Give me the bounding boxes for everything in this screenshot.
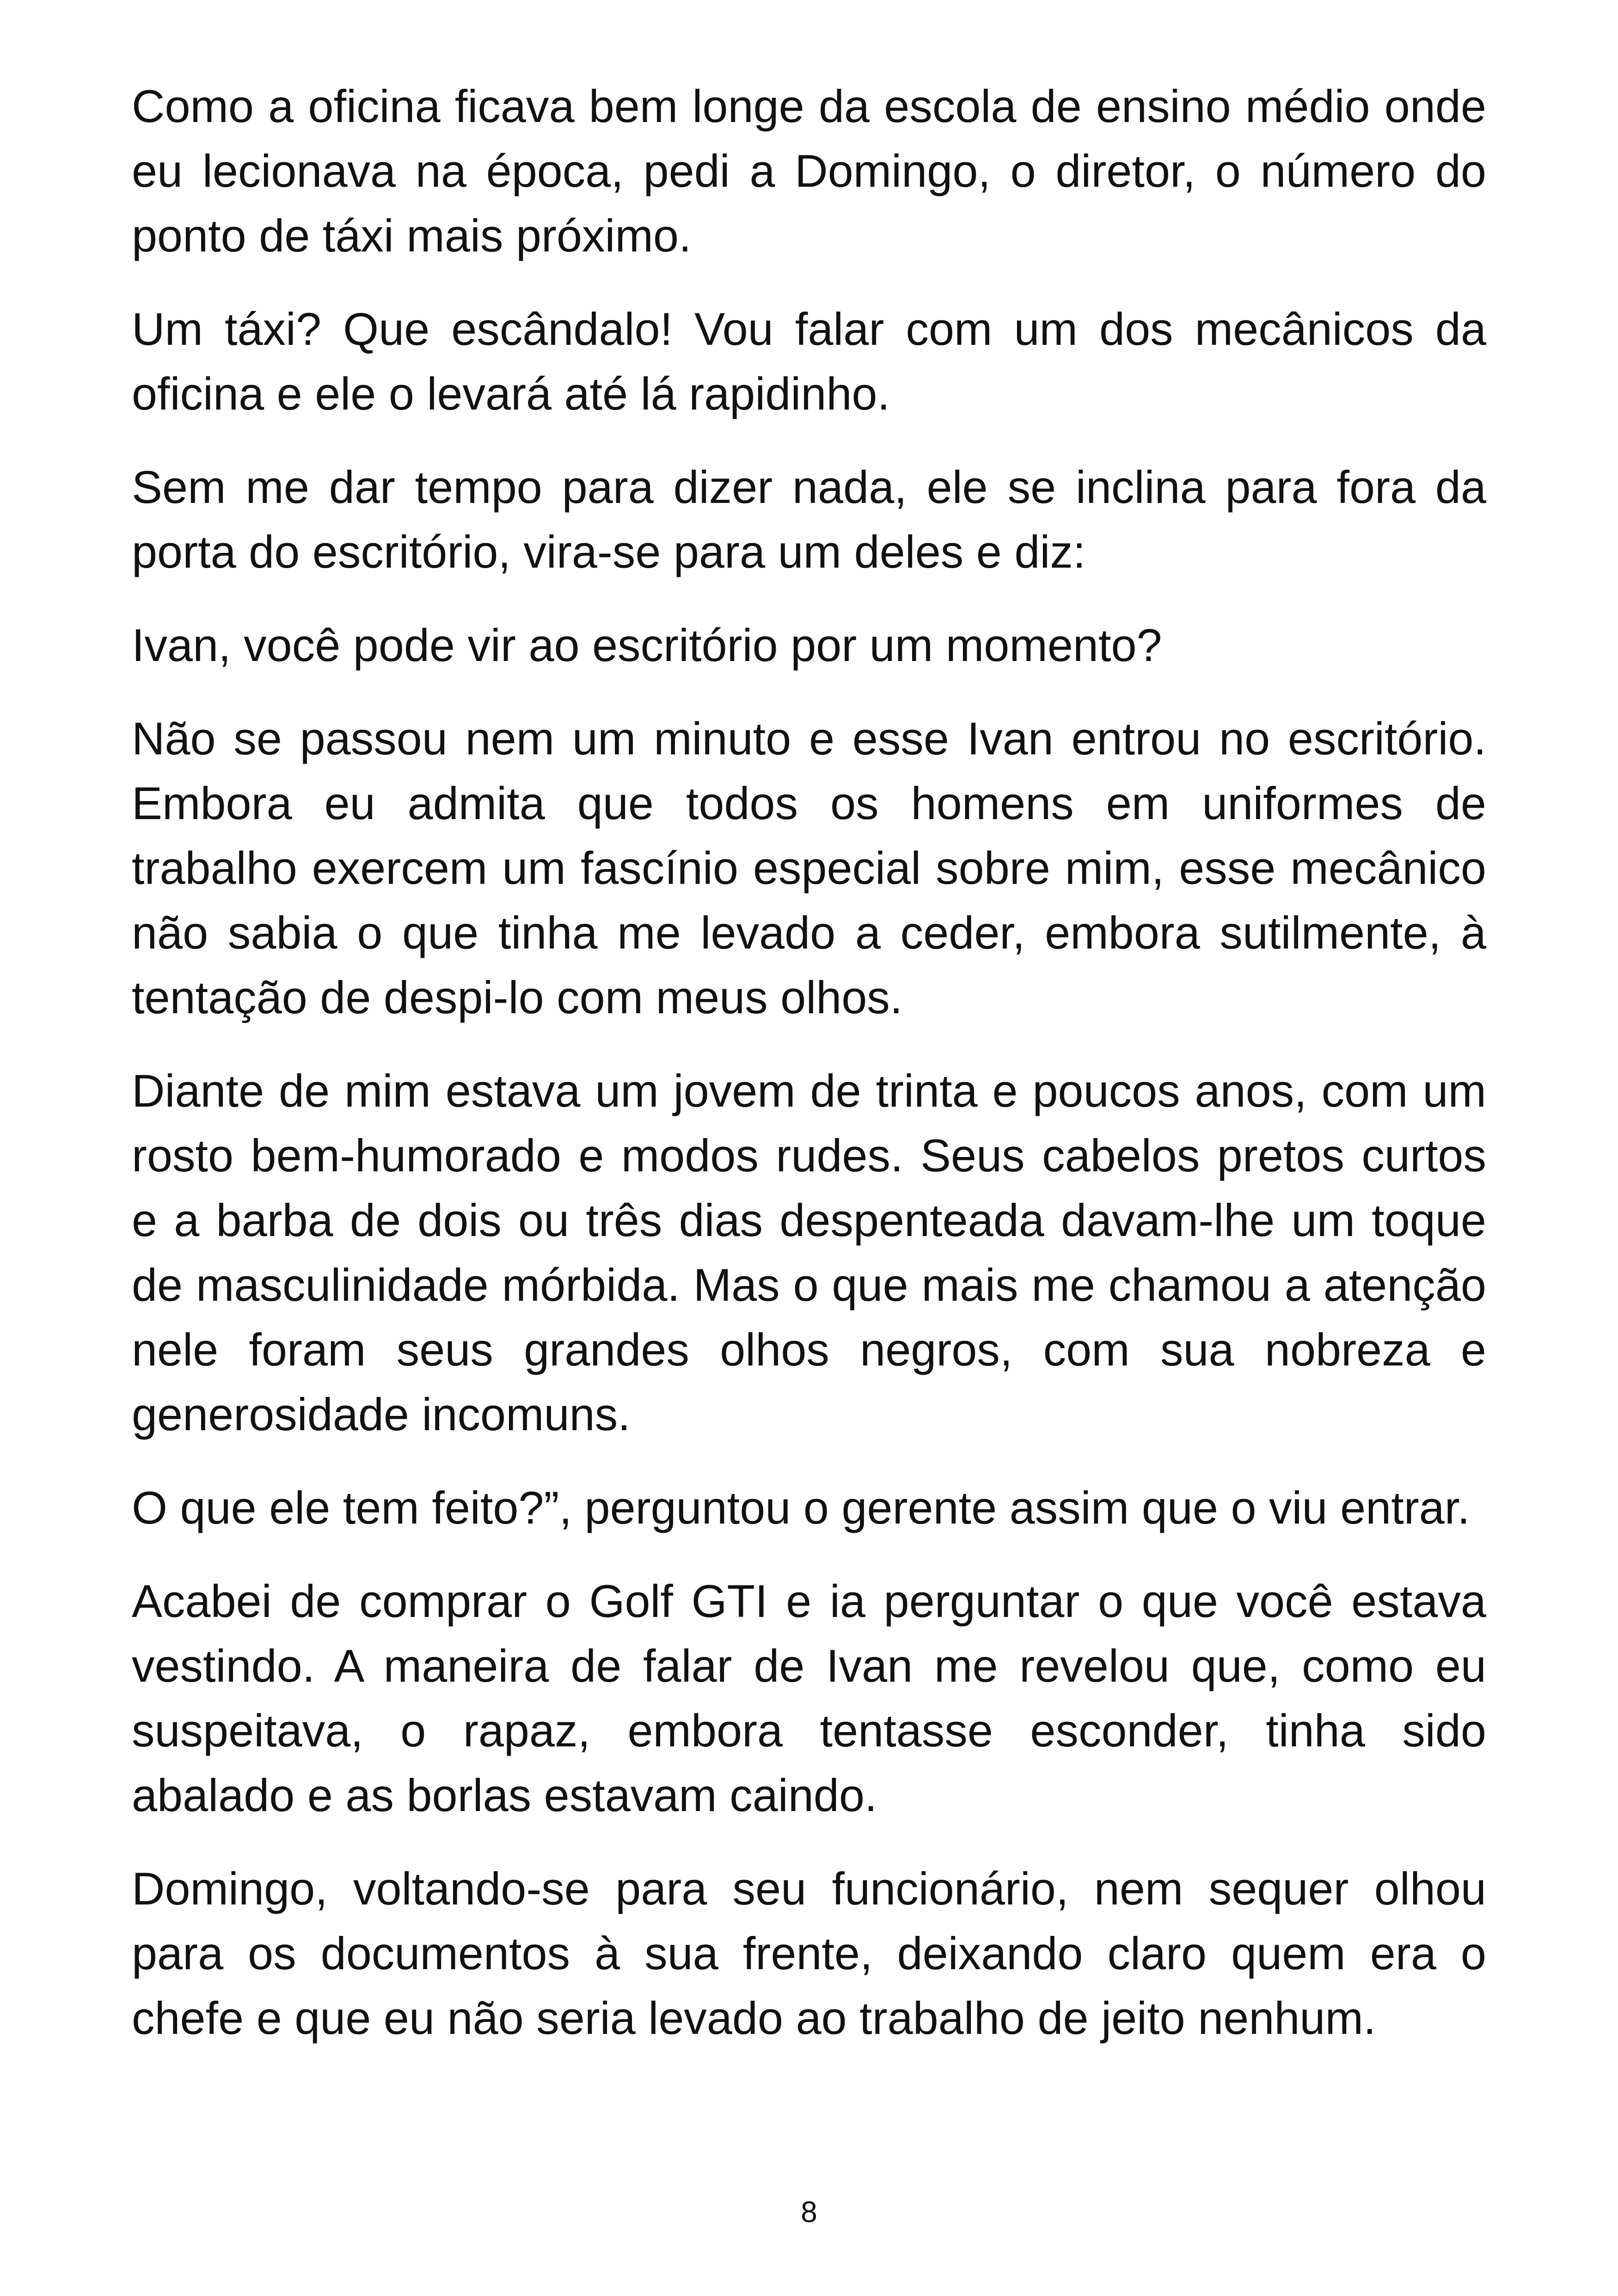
paragraph-7: O que ele tem feito?”, perguntou o gerente assim que o viu entrar. [132,1482,1470,1533]
paragraph-2: Um táxi? Que escândalo! Vou falar com um dos mecânicos da oficina e ele o levará até lá rapidinho. [132,303,1486,419]
paragraph-4: Ivan, você pode vir ao escritório por um momento? [132,619,1162,671]
paragraph-9: Domingo, voltando-se para seu funcionário, nem sequer olhou para os documentos à sua frente, deixando claro quem era o chefe e que eu não seria levado ao trabalho de jeito nenhum. [132,1863,1486,2044]
paragraph-5: Não se passou nem um minuto e esse Ivan entrou no escritório. Embora eu admita que todos os homens em uniformes de trabalho exercem um fascínio especial sobre mim, esse mecânico não sabia o que tinha me levado a ceder, embora sutilmente, à tentação de despi-lo com meus olhos. [132,713,1486,1023]
paragraph-1: Como a oficina ficava bem longe da escola de ensino médio onde eu lecionava na época, pedi a Domingo, o diretor, o número do ponto de táxi mais próximo. [132,80,1486,261]
paragraph-6: Diante de mim estava um jovem de trinta e poucos anos, com um rosto bem-humorado e modos rudes. Seus cabelos pretos curtos e a barba de dois ou três dias despenteada davam-lhe um toque de masculinidade mórbida. Mas o que mais me chamou a atenção nele foram seus grandes olhos negros, com sua nobreza e generosidade incomuns. [132,1065,1486,1440]
body-text [132,74,1486,2079]
paragraph-8: Acabei de comprar o Golf GTI e ia perguntar o que você estava vestindo. A maneira de falar de Ivan me revelou que, como eu suspeitava, o rapaz, embora tentasse esconder, tinha sido abalado e as borlas estavam caindo. [132,1575,1486,1821]
paragraph-3: Sem me dar tempo para dizer nada, ele se inclina para fora da porta do escritório, vira-se para um deles e diz: [132,461,1486,577]
page-number: 8 [801,2195,817,2229]
